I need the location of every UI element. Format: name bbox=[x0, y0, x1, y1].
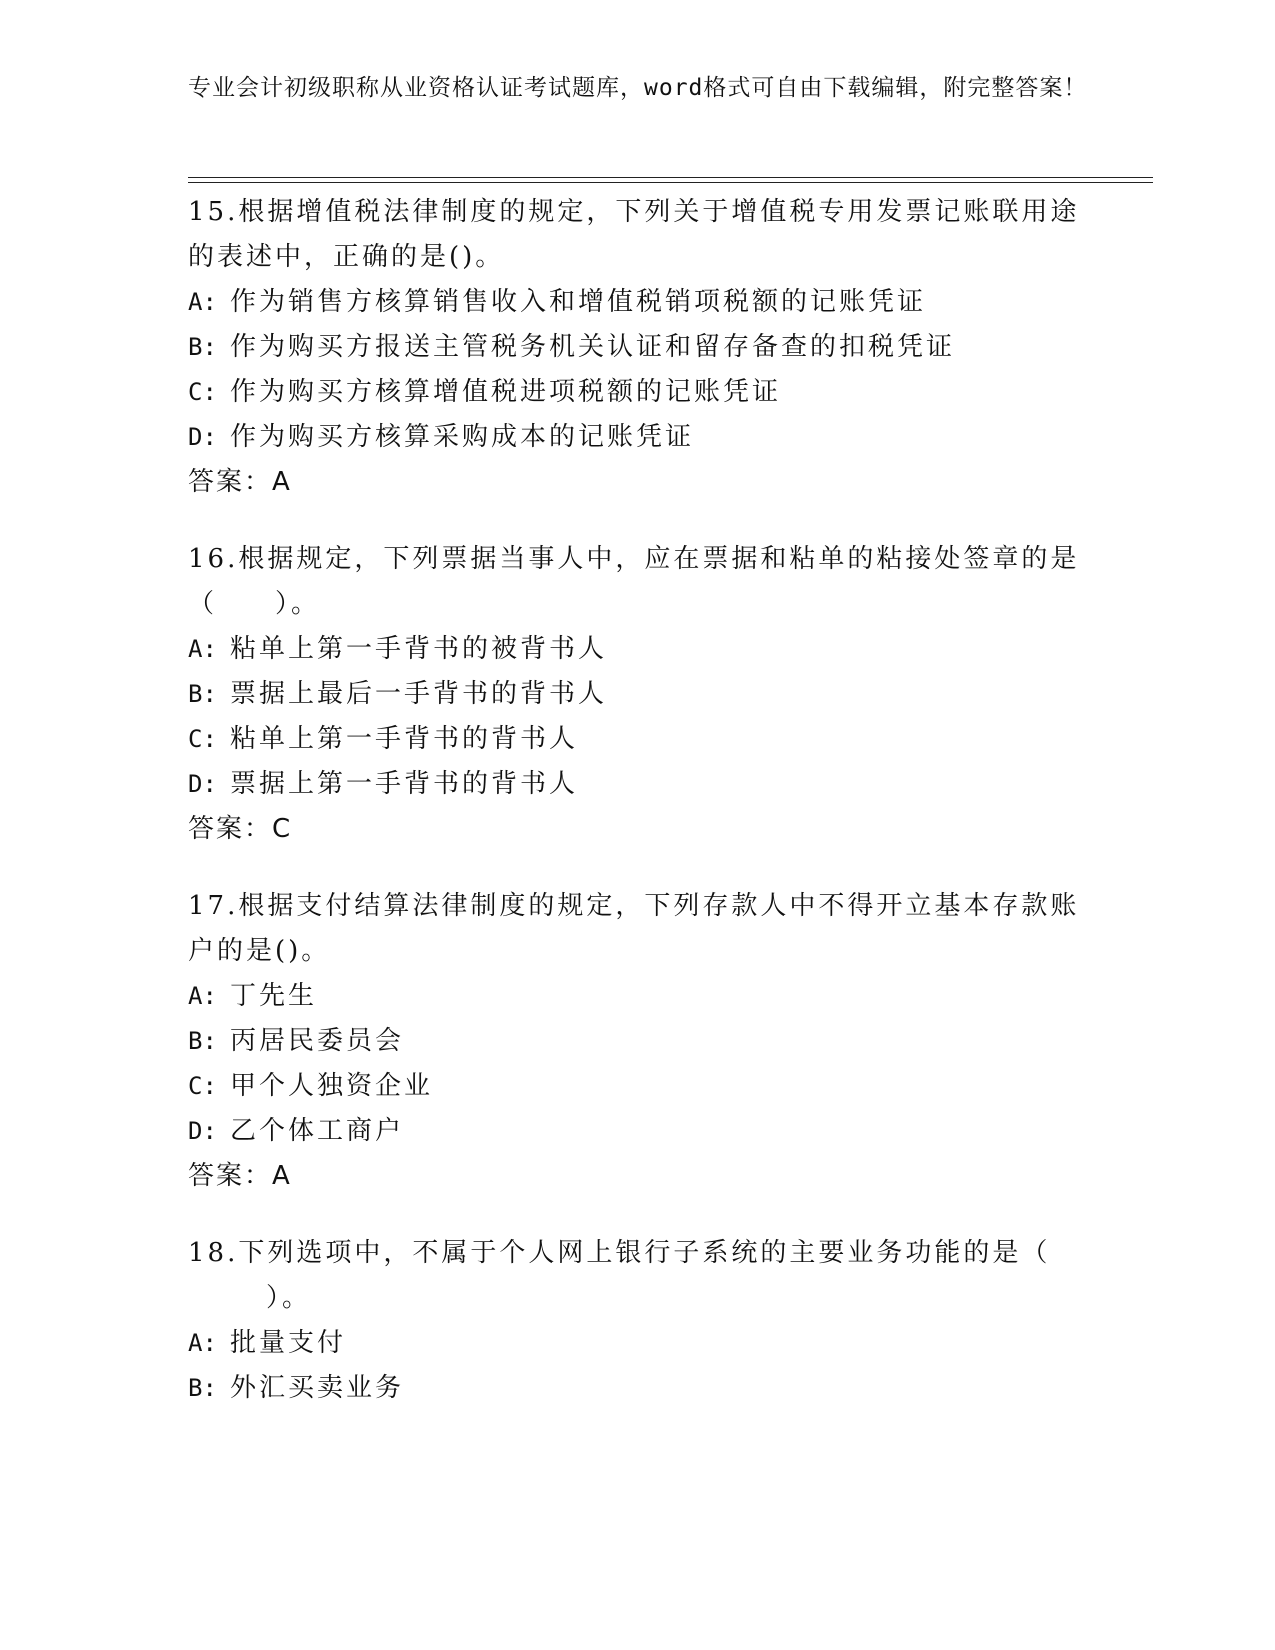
option-letter: D: bbox=[188, 770, 217, 798]
option-letter: C: bbox=[188, 378, 217, 406]
option-text: 外汇买卖业务 bbox=[230, 1373, 405, 1403]
stem-continuation-text: ）。 bbox=[266, 1283, 312, 1313]
option-text: 丙居民委员会 bbox=[230, 1026, 405, 1056]
option-a bbox=[188, 1321, 1088, 1366]
option-letter: B: bbox=[188, 333, 217, 361]
question-stem: 18.下列选项中，不属于个人网上银行子系统的主要业务功能的是（ bbox=[188, 1238, 1051, 1268]
option-text: 乙个体工商户 bbox=[230, 1116, 405, 1146]
option-a bbox=[188, 974, 1088, 1019]
option-letter: B: bbox=[188, 1027, 217, 1055]
option-text: 票据上第一手背书的背书人 bbox=[230, 769, 579, 799]
option-a bbox=[188, 280, 1088, 325]
question-16 bbox=[188, 537, 1088, 852]
question-stem: 16.根据规定，下列票据当事人中，应在票据和粘单的粘接处签章的是 bbox=[188, 544, 1080, 574]
option-letter: D: bbox=[188, 1117, 217, 1145]
option-text: 作为销售方核算销售收入和增值税销项税额的记账凭证 bbox=[230, 287, 927, 317]
option-d bbox=[188, 415, 1088, 460]
option-letter: B: bbox=[188, 680, 217, 708]
option-letter: A: bbox=[188, 635, 217, 663]
option-text: 作为购买方核算增值税进项税额的记账凭证 bbox=[230, 377, 782, 407]
question-stem: 15.根据增值税法律制度的规定，下列关于增值税专用发票记账联用途 bbox=[188, 197, 1080, 227]
option-b bbox=[188, 672, 1088, 717]
option-b bbox=[188, 1019, 1088, 1064]
header-divider-bottom bbox=[188, 182, 1153, 183]
option-letter: B: bbox=[188, 1374, 217, 1402]
option-c bbox=[188, 717, 1088, 762]
header-divider-top bbox=[188, 177, 1153, 178]
question-stem-continuation: 户的是()。 bbox=[188, 936, 331, 966]
answer-line: 答案：C bbox=[188, 814, 293, 844]
option-letter: A: bbox=[188, 982, 217, 1010]
option-b bbox=[188, 1366, 1088, 1411]
option-c bbox=[188, 370, 1088, 415]
answer-line: 答案：A bbox=[188, 467, 292, 497]
question-stem: 17.根据支付结算法律制度的规定，下列存款人中不得开立基本存款账 bbox=[188, 891, 1080, 921]
question-stem-continuation: 的表述中，正确的是()。 bbox=[188, 242, 505, 272]
option-letter: A: bbox=[188, 1329, 217, 1357]
option-text: 作为购买方报送主管税务机关认证和留存备查的扣税凭证 bbox=[230, 332, 956, 362]
document-header: 专业会计初级职称从业资格认证考试题库，word格式可自由下载编辑，附完整答案！ bbox=[188, 75, 1088, 101]
question-stem-continuation: （ ）。 bbox=[188, 589, 321, 619]
option-d bbox=[188, 762, 1088, 807]
option-letter: C: bbox=[188, 725, 217, 753]
option-text: 甲个人独资企业 bbox=[230, 1071, 434, 1101]
option-letter: C: bbox=[188, 1072, 217, 1100]
option-c bbox=[188, 1064, 1088, 1109]
option-b bbox=[188, 325, 1088, 370]
question-15 bbox=[188, 190, 1088, 505]
option-a bbox=[188, 627, 1088, 672]
option-text: 批量支付 bbox=[230, 1328, 347, 1358]
option-text: 票据上最后一手背书的背书人 bbox=[230, 679, 608, 709]
question-stem-continuation bbox=[188, 1276, 1088, 1321]
answer-line: 答案：A bbox=[188, 1161, 292, 1191]
question-17 bbox=[188, 884, 1088, 1199]
option-letter: D: bbox=[188, 423, 217, 451]
option-text: 作为购买方核算采购成本的记账凭证 bbox=[230, 422, 695, 452]
option-text: 粘单上第一手背书的背书人 bbox=[230, 724, 579, 754]
question-list bbox=[188, 190, 1088, 1443]
option-d bbox=[188, 1109, 1088, 1154]
option-letter: A: bbox=[188, 288, 217, 316]
question-18 bbox=[188, 1231, 1088, 1411]
option-text: 粘单上第一手背书的被背书人 bbox=[230, 634, 608, 664]
option-text: 丁先生 bbox=[230, 981, 318, 1011]
